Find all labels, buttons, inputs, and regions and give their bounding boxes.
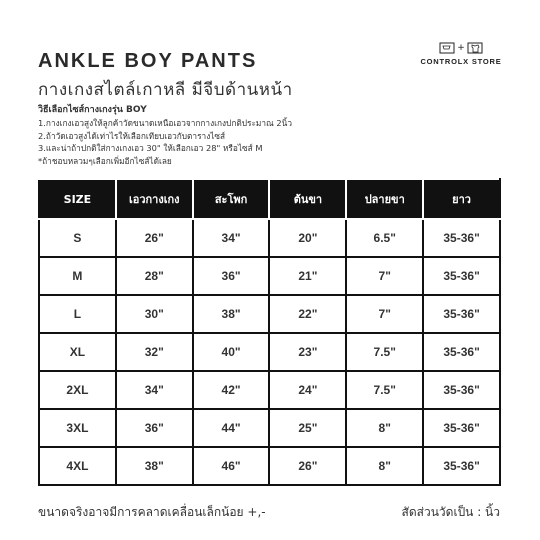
- table-cell: 35-36": [423, 409, 500, 447]
- table-cell: 20": [269, 219, 346, 257]
- brand-name: CONTROLX STORE: [420, 57, 502, 66]
- tolerance-note: ขนาดจริงอาจมีการคลาดเคลื่อนเล็กน้อย +,-: [38, 505, 266, 519]
- table-row: [39, 219, 500, 257]
- page-title: ANKLE BOY PANTS: [38, 50, 258, 72]
- table-cell: M: [39, 257, 116, 295]
- guide-line: 2.ถ้าวัดเอวสูงได้เท่าไรให้เลือกเทียบเอวกับตารางไซส์: [38, 130, 226, 141]
- cart-icon: [439, 42, 455, 54]
- brand-icons: [418, 42, 504, 54]
- table-cell: XL: [39, 333, 116, 371]
- table-cell: 38": [116, 447, 193, 485]
- guide-line: 3.และน่าถ้าปกติใส่กางเกงเอว 30" ให้เลือกเอว 28" หรือไซส์ M: [38, 143, 263, 154]
- table-cell: 35-36": [423, 371, 500, 409]
- page-subtitle: กางเกงสไตล์เกาหลี มีจีบด้านหน้า: [38, 80, 293, 100]
- table-cell: 38": [193, 295, 270, 333]
- table-row: [39, 409, 500, 447]
- table-cell: 22": [269, 295, 346, 333]
- table-cell: 23": [269, 333, 346, 371]
- table-cell: 2XL: [39, 371, 116, 409]
- guide-line: *ถ้าชอบหลวมๆเลือกเพิ่มอีกไซส์ได้เลย: [38, 155, 172, 166]
- table-row: [39, 371, 500, 409]
- table-row: [39, 295, 500, 333]
- table-cell: 35-36": [423, 295, 500, 333]
- table-cell: 40": [193, 333, 270, 371]
- table-cell: 8": [346, 447, 423, 485]
- table-cell: S: [39, 219, 116, 257]
- table-cell: 35-36": [423, 257, 500, 295]
- table-cell: 36": [116, 409, 193, 447]
- table-cell: 35-36": [423, 447, 500, 485]
- table-cell: 25": [269, 409, 346, 447]
- table-cell: 3XL: [39, 409, 116, 447]
- table-cell: 4XL: [39, 447, 116, 485]
- size-table: [38, 178, 501, 486]
- plus-icon: +: [457, 43, 465, 53]
- header-waist: เอวกางเกง: [116, 179, 193, 219]
- header-leg-opening: ปลายขา: [346, 179, 423, 219]
- table-row: [39, 257, 500, 295]
- header-size: SIZE: [39, 179, 116, 219]
- table-cell: 34": [193, 219, 270, 257]
- table-cell: 44": [193, 409, 270, 447]
- header-thigh: ต้นขา: [269, 179, 346, 219]
- table-cell: 21": [269, 257, 346, 295]
- shirt-icon: [467, 42, 483, 54]
- table-cell: 35-36": [423, 333, 500, 371]
- table-cell: 7.5": [346, 333, 423, 371]
- table-cell: 32": [116, 333, 193, 371]
- table-cell: 7": [346, 257, 423, 295]
- table-cell: 26": [116, 219, 193, 257]
- table-cell: 30": [116, 295, 193, 333]
- brand-logo: [418, 42, 504, 66]
- table-row: [39, 447, 500, 485]
- size-guide-heading: วิธีเลือกไซส์กางเกงรุ่น BOY: [38, 105, 147, 115]
- table-cell: 26": [269, 447, 346, 485]
- table-row: [39, 333, 500, 371]
- unit-note: สัดส่วนวัดเป็น : นิ้ว: [401, 505, 500, 519]
- table-cell: L: [39, 295, 116, 333]
- table-cell: 34": [116, 371, 193, 409]
- header-hip: สะโพก: [193, 179, 270, 219]
- table-cell: 7.5": [346, 371, 423, 409]
- table-cell: 6.5": [346, 219, 423, 257]
- table-cell: 28": [116, 257, 193, 295]
- table-cell: 24": [269, 371, 346, 409]
- table-cell: 35-36": [423, 219, 500, 257]
- table-cell: 8": [346, 409, 423, 447]
- size-guide: [38, 104, 478, 167]
- guide-line: 1.กางเกงเอวสูงให้ลูกค้าวัดขนาดเหนือเอวจากกางเกงปกติประมาณ 2นิ้ว: [38, 118, 292, 129]
- table-cell: 42": [193, 371, 270, 409]
- table-cell: 46": [193, 447, 270, 485]
- header-length: ยาว: [423, 179, 500, 219]
- table-cell: 36": [193, 257, 270, 295]
- table-cell: 7": [346, 295, 423, 333]
- table-header-row: [39, 179, 500, 219]
